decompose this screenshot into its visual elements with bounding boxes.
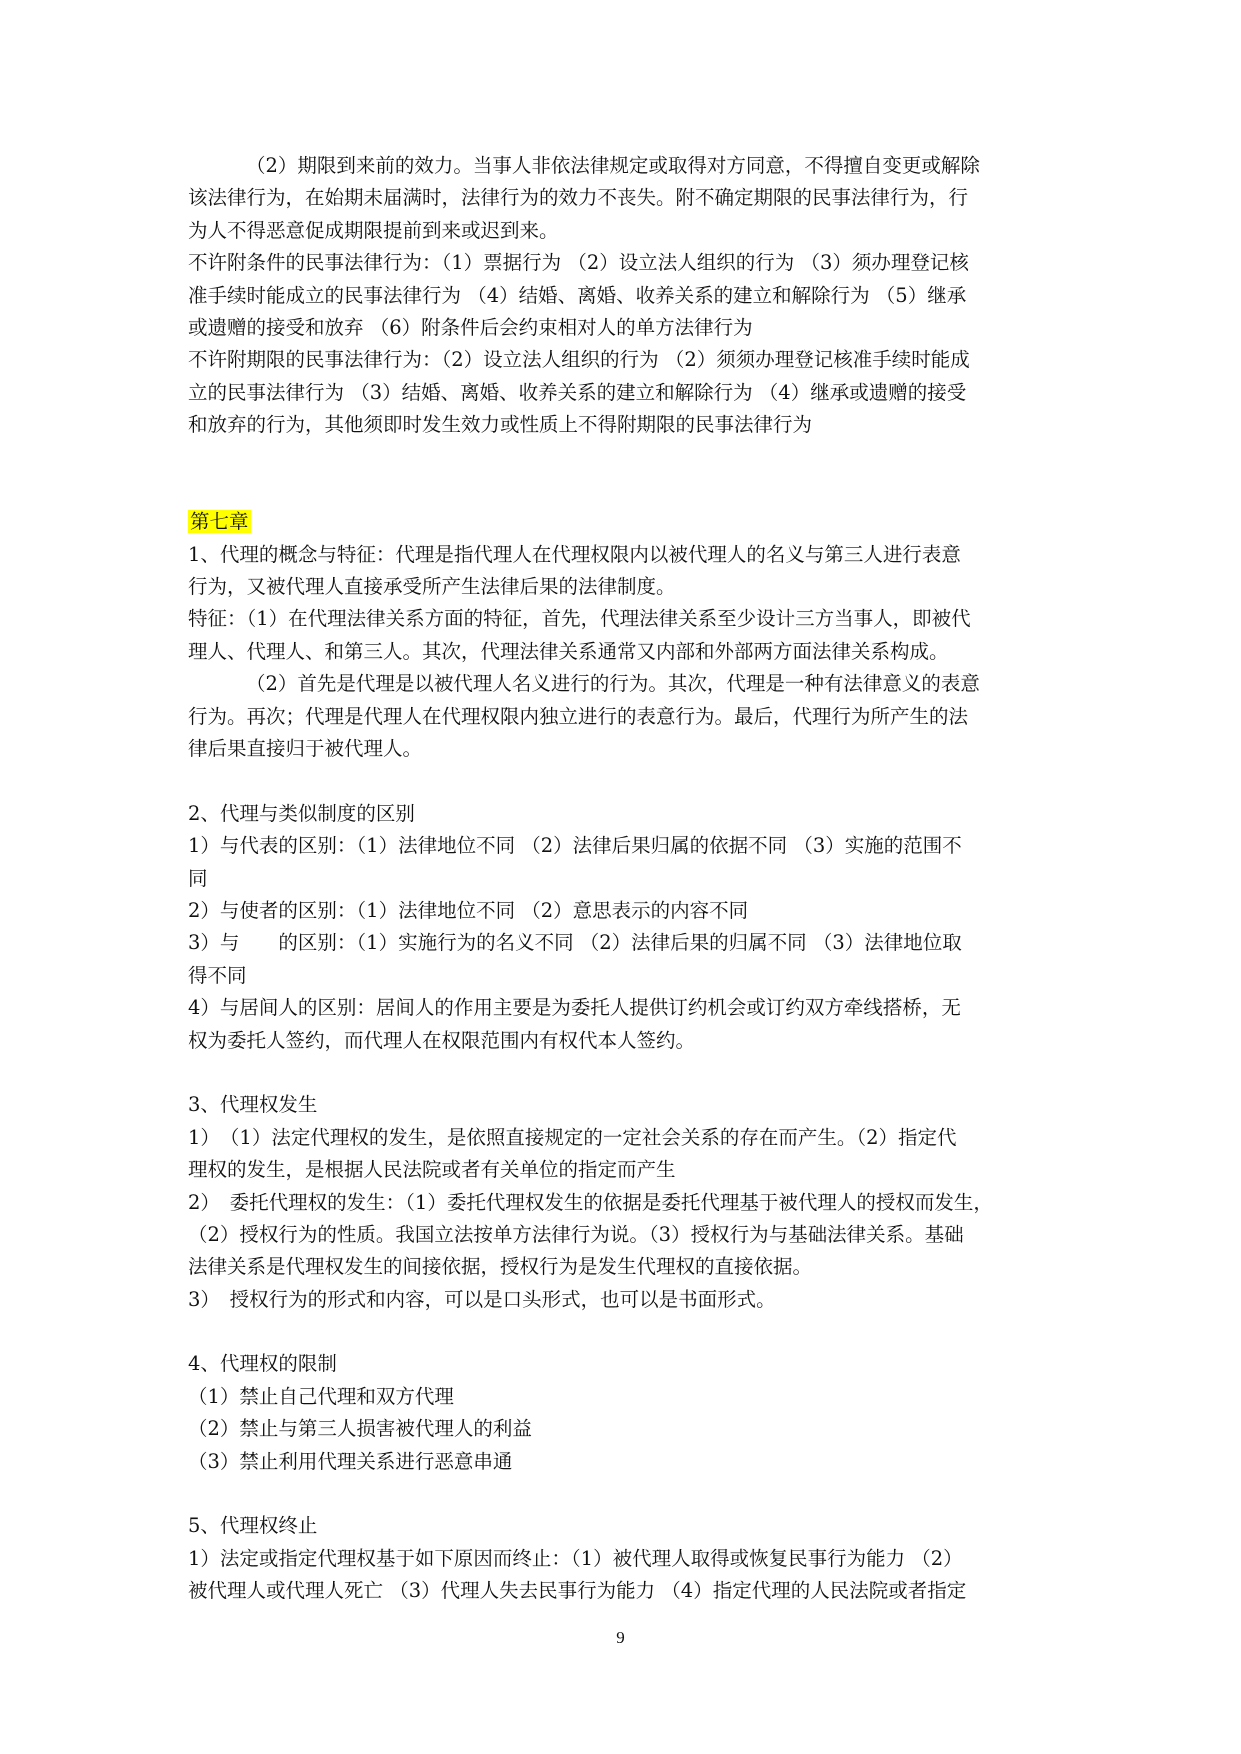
paragraph-line: 1、代理的概念与特征：代理是指代理人在代理权限内以被代理人的名义与第三人进行表意 (188, 542, 961, 566)
paragraph-line: 4）与居间人的区别：居间人的作用主要是为委托人提供订约机会或订约双方牵线搭桥，无 (188, 996, 961, 1020)
paragraph-line: 得不同 (188, 963, 247, 987)
paragraph-line: 3） 授权行为的形式和内容，可以是口头形式，也可以是书面形式。 (188, 1287, 776, 1311)
list-item: （1）禁止自己代理和双方代理 (188, 1384, 454, 1408)
chapter-heading (188, 506, 1068, 538)
section-heading: 5、代理权终止 (188, 1514, 318, 1538)
spacer (188, 1478, 1068, 1510)
paragraph-line: 行为，又被代理人直接承受所产生法律后果的法律制度。 (188, 575, 676, 599)
document-page (188, 150, 1068, 1608)
section-heading: 2、代理与类似制度的区别 (188, 801, 415, 825)
spacer (188, 1057, 1068, 1089)
spacer (188, 1316, 1068, 1348)
paragraph-line: 被代理人或代理人死亡 （3）代理人失去民事行为能力 （4）指定代理的人民法院或者指定 (188, 1579, 967, 1603)
paragraph-line: 3）与 的区别：（1）实施行为的名义不同 （2）法律后果的归属不同 （3）法律地位取 (188, 931, 962, 955)
paragraph-line: 法律关系是代理权发生的间接依据，授权行为是发生代理权的直接依据。 (188, 1255, 813, 1279)
section-heading: 3、代理权发生 (188, 1093, 318, 1117)
paragraph-line: 不许附期限的民事法律行为：（2）设立法人组织的行为 （2）须须办理登记核准手续时能成 (188, 348, 970, 372)
spacer (188, 442, 1068, 507)
section-heading: 4、代理权的限制 (188, 1352, 337, 1376)
paragraph-line: 和放弃的行为，其他须即时发生效力或性质上不得附期限的民事法律行为 (188, 413, 813, 437)
paragraph-line: 为人不得恶意促成期限提前到来或迟到来。 (188, 218, 559, 242)
paragraph-line: 律后果直接归于被代理人。 (188, 737, 423, 761)
paragraph-line: 立的民事法律行为 （3）结婚、离婚、收养关系的建立和解除行为 （4）继承或遗赠的接受 (188, 380, 967, 404)
paragraph-line: 理权的发生，是根据人民法院或者有关单位的指定而产生 (188, 1158, 676, 1182)
list-item: （3）禁止利用代理关系进行恶意串通 (188, 1449, 513, 1473)
paragraph-line: 该法律行为，在始期未届满时，法律行为的效力不丧失。附不确定期限的民事法律行为，行 (188, 186, 969, 210)
paragraph-line: 行为。再次；代理是代理人在代理权限内独立进行的表意行为。最后，代理行为所产生的法 (188, 704, 969, 728)
paragraph-line: 或遗赠的接受和放弃 （6）附条件后会约束相对人的单方法律行为 (188, 315, 753, 339)
paragraph-line: 不许附条件的民事法律行为：（1）票据行为 （2）设立法人组织的行为 （3）须办理登记核 (188, 251, 969, 275)
page-number: 9 (616, 1628, 625, 1647)
paragraph-line: 权为委托人签约，而代理人在权限范围内有权代本人签约。 (188, 1028, 696, 1052)
paragraph-line: 2）与使者的区别：（1）法律地位不同 （2）意思表示的内容不同 (188, 899, 749, 922)
paragraph-line: （2）期限到来前的效力。当事人非依法律规定或取得对方同意，不得擅自变更或解除 (246, 154, 980, 177)
paragraph-line: 理人、代理人、和第三人。其次，代理法律关系通常又内部和外部两方面法律关系构成。 (188, 639, 949, 663)
paragraph-line: 同 (188, 866, 208, 890)
paragraph-line: 1）与代表的区别：（1）法律地位不同 （2）法律后果归属的依据不同 （3）实施的范围不 (188, 834, 962, 858)
paragraph-line: 特征：（1）在代理法律关系方面的特征，首先，代理法律关系至少设计三方当事人，即被代 (188, 607, 971, 631)
paragraph-line: 1） （1）法定代理权的发生，是依照直接规定的一定社会关系的存在而产生。（2）指定代 (188, 1125, 957, 1149)
list-item: （2）禁止与第三人损害被代理人的利益 (188, 1417, 532, 1441)
paragraph-line: 准手续时能成立的民事法律行为 （4）结婚、离婚、收养关系的建立和解除行为 （5）继承 (188, 283, 967, 307)
spacer (188, 765, 1068, 797)
paragraph-line: 1）法定或指定代理权基于如下原因而终止：（1）被代理人取得或恢复民事行为能力 （2） (188, 1546, 963, 1570)
paragraph-line: （2）授权行为的性质。我国立法按单方法律行为说。（3）授权行为与基础法律关系。基础 (188, 1222, 964, 1246)
paragraph-line: （2）首先是代理是以被代理人名义进行的行为。其次，代理是一种有法律意义的表意 (246, 672, 980, 696)
chapter-title-highlight: 第七章 (190, 510, 249, 534)
paragraph-line: 2） 委托代理权的发生：（1）委托代理权发生的依据是委托代理基于被代理人的授权而发生， (188, 1190, 993, 1214)
